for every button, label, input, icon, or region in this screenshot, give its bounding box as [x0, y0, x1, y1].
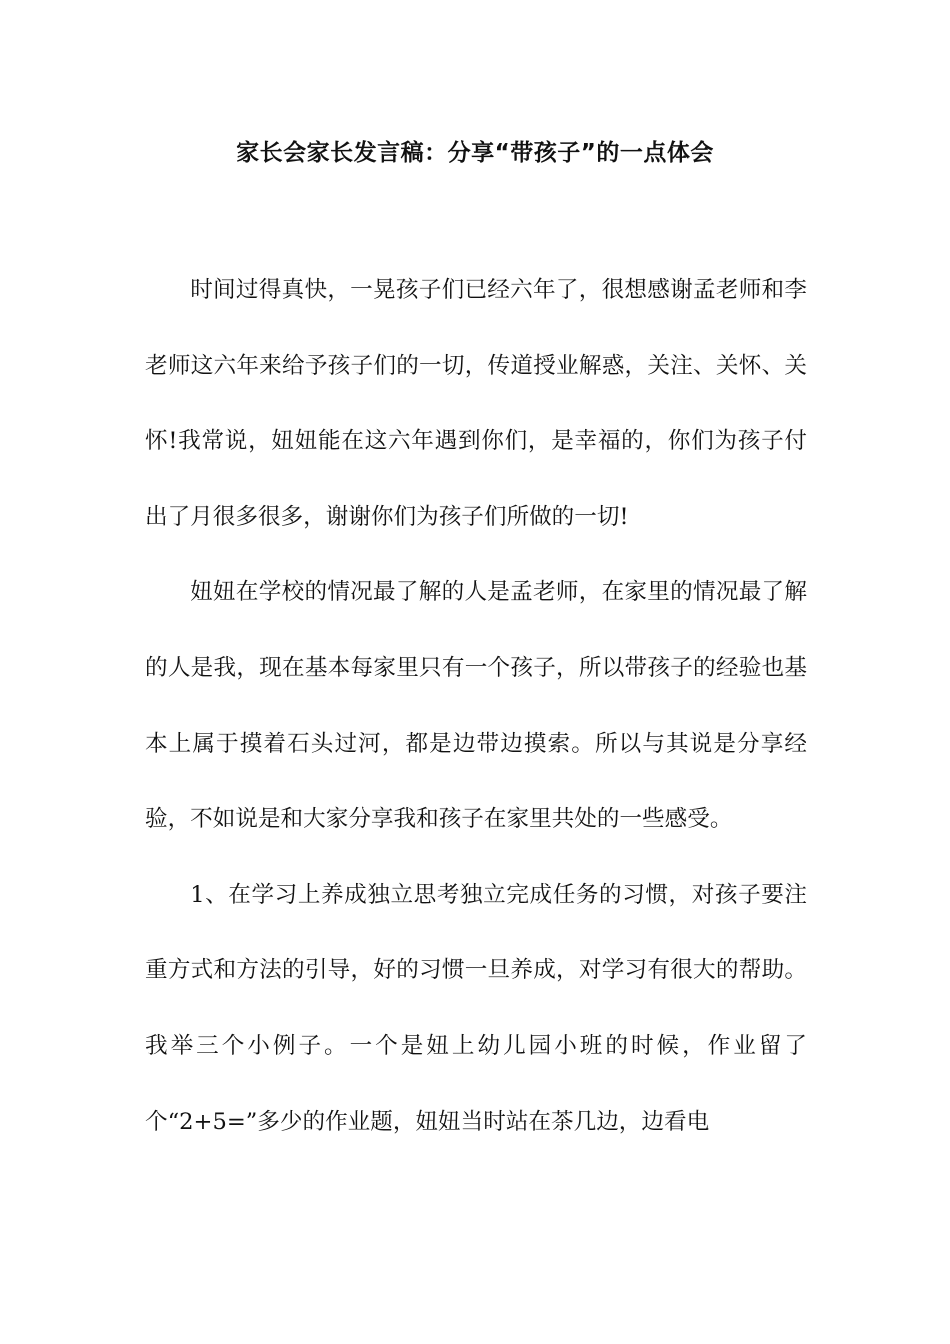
paragraph-3: 1、在学习上养成独立思考独立完成任务的习惯，对孩子要注重方式和方法的引导，好的习惯一旦养成，对学习有很大的帮助。我举三个小例子。一个是妞上幼儿园小班的时候，作业留了个“2+5=”多少的作业题，妞妞当时站在茶几边，边看电	[145, 881, 807, 1135]
paragraph-2: 妞妞在学校的情况最了解的人是孟老师，在家里的情况最了解的人是我，现在基本每家里只有一个孩子，所以带孩子的经验也基本上属于摸着石头过河，都是边带边摸索。所以与其说是分享经验，不如说是和大家分享我和孩子在家里共处的一些感受。	[145, 579, 807, 833]
document-body	[145, 253, 807, 1160]
document-title: 家长会家长发言稿：分享“带孩子”的一点体会	[236, 140, 714, 166]
paragraph-1: 时间过得真快，一晃孩子们已经六年了，很想感谢孟老师和李老师这六年来给予孩子们的一切，传道授业解惑，关注、关怀、关怀!我常说，妞妞能在这六年遇到你们，是幸福的，你们为孩子付出了月很多很多，谢谢你们为孩子们所做的一切!	[145, 277, 807, 530]
